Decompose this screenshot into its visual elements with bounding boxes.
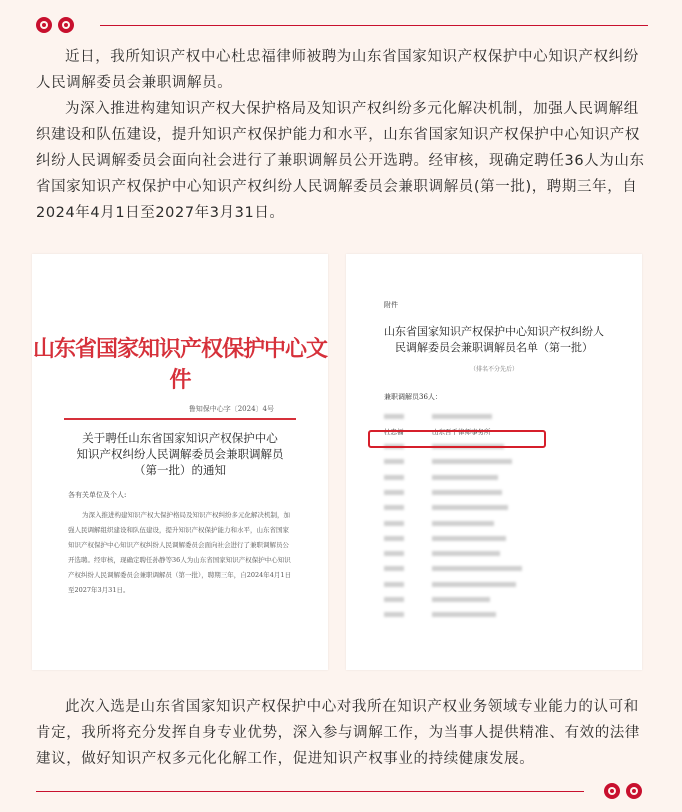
blurred-organization <box>432 596 490 604</box>
red-dot-icon <box>36 17 52 33</box>
blurred-name <box>384 458 404 466</box>
mediator-count: 兼职调解员36人： <box>384 393 442 401</box>
blurred-name <box>384 550 404 558</box>
red-dot-icon <box>58 17 74 33</box>
mediator-row <box>384 532 614 547</box>
document-number: 鲁知保中心字〔2024〕4号 <box>188 405 274 413</box>
mediator-row <box>384 548 614 563</box>
mediator-row <box>384 502 614 517</box>
document-header: 山东省国家知识产权保护中心文件 <box>32 336 327 393</box>
top-divider <box>100 25 648 26</box>
document-title-line: 关于聘任山东省国家知识产权保护中心 <box>82 431 278 445</box>
paragraph-intro: 近日，我所知识产权中心杜忠福律师被聘为山东省国家知识产权保护中心知识产权纠纷人民调解委员会兼职调解员。 <box>36 49 639 91</box>
blurred-name <box>384 504 404 512</box>
document-title-line: 知识产权纠纷人民调解委员会兼职调解员 <box>76 447 284 461</box>
blurred-organization <box>432 611 496 619</box>
blurred-name <box>384 580 404 588</box>
mediator-organization: 山东吾千律师事务所 <box>432 428 491 437</box>
attachment-note: （排名不分先后） <box>469 366 518 373</box>
blurred-name <box>384 519 404 527</box>
document-title-line: （第一批）的通知 <box>134 463 226 477</box>
blurred-name <box>384 473 404 481</box>
red-dot-icon <box>604 783 620 799</box>
blurred-organization <box>432 458 512 466</box>
bottom-decoration <box>36 780 648 802</box>
document-salutation: 各有关单位及个人: <box>68 491 127 499</box>
attachment-title <box>376 324 612 356</box>
notice-document-image <box>32 254 328 670</box>
mediator-row <box>384 410 614 425</box>
blurred-organization <box>432 412 492 420</box>
mediator-row <box>384 517 614 532</box>
blurred-name <box>384 565 404 573</box>
blurred-organization <box>432 565 522 573</box>
blurred-organization <box>432 534 506 542</box>
mediator-row <box>384 563 614 578</box>
blurred-organization <box>432 519 494 527</box>
mediator-name: 杜忠福 <box>384 428 404 437</box>
blurred-name <box>384 412 404 420</box>
attachment-title-line: 山东省国家知识产权保护中心知识产权纠纷人 <box>384 325 604 338</box>
mediator-row <box>384 486 614 501</box>
document-title <box>62 430 298 478</box>
blurred-name <box>384 488 404 496</box>
document-body: 为深入推进构建知识产权大保护格局及知识产权纠纷多元化解决机制，加强人民调解组织建设和队伍建设，提升知识产权保护能力和水平，山东省国家知识产权保护中心知识产权纠纷人民调解委员会面向社会进行了兼职调解员公开选聘。经审核，现确定聘任孙静等36人为山东省国家知识产权保护中心知识产权纠纷人民调解委员会兼职调解员（第一批），聘期三年，自2024年4月1日至2027年3月31日。 <box>68 511 292 594</box>
blurred-name <box>384 611 404 619</box>
attachment-label: 附件 <box>384 301 398 309</box>
blurred-name <box>384 596 404 604</box>
highlight-box <box>368 430 546 448</box>
mediator-row <box>384 578 614 593</box>
blurred-organization <box>432 473 498 481</box>
blurred-name <box>384 534 404 542</box>
mediator-row <box>384 456 614 471</box>
document-red-rule <box>64 418 296 420</box>
red-dot-icon <box>626 783 642 799</box>
mediator-row <box>384 609 614 624</box>
paragraph-conclusion: 此次入选是山东省国家知识产权保护中心对我所在知识产权业务领域专业能力的认可和肯定，我所将充分发挥自身专业优势，深入参与调解工作，为当事人提供精准、有效的法律建议，做好知识产权多元化化解工作，促进知识产权事业的持续健康发展。 <box>36 699 640 767</box>
top-decoration <box>36 14 648 36</box>
attachment-title-line: 民调解委员会兼职调解员名单（第一批） <box>395 341 593 354</box>
blurred-organization <box>432 504 508 512</box>
mediator-row <box>384 471 614 486</box>
blurred-organization <box>432 580 516 588</box>
blurred-organization <box>432 550 500 558</box>
mediator-row <box>384 594 614 609</box>
paragraph-background: 为深入推进构建知识产权大保护格局及知识产权纠纷多元化解决机制，加强人民调解组织建设和队伍建设，提升知识产权保护能力和水平，山东省国家知识产权保护中心知识产权纠纷人民调解委员会面向社会进行了兼职调解员公开选聘。经审核，现确定聘任36人为山东省国家知识产权保护中心知识产权纠纷人民调解委员会兼职调解员(第一批)，聘期三年，自2024年4月1日至2027年3月31日。 <box>36 101 645 221</box>
bottom-divider <box>36 791 584 792</box>
blurred-organization <box>432 488 502 496</box>
attachment-list-image <box>346 254 642 670</box>
